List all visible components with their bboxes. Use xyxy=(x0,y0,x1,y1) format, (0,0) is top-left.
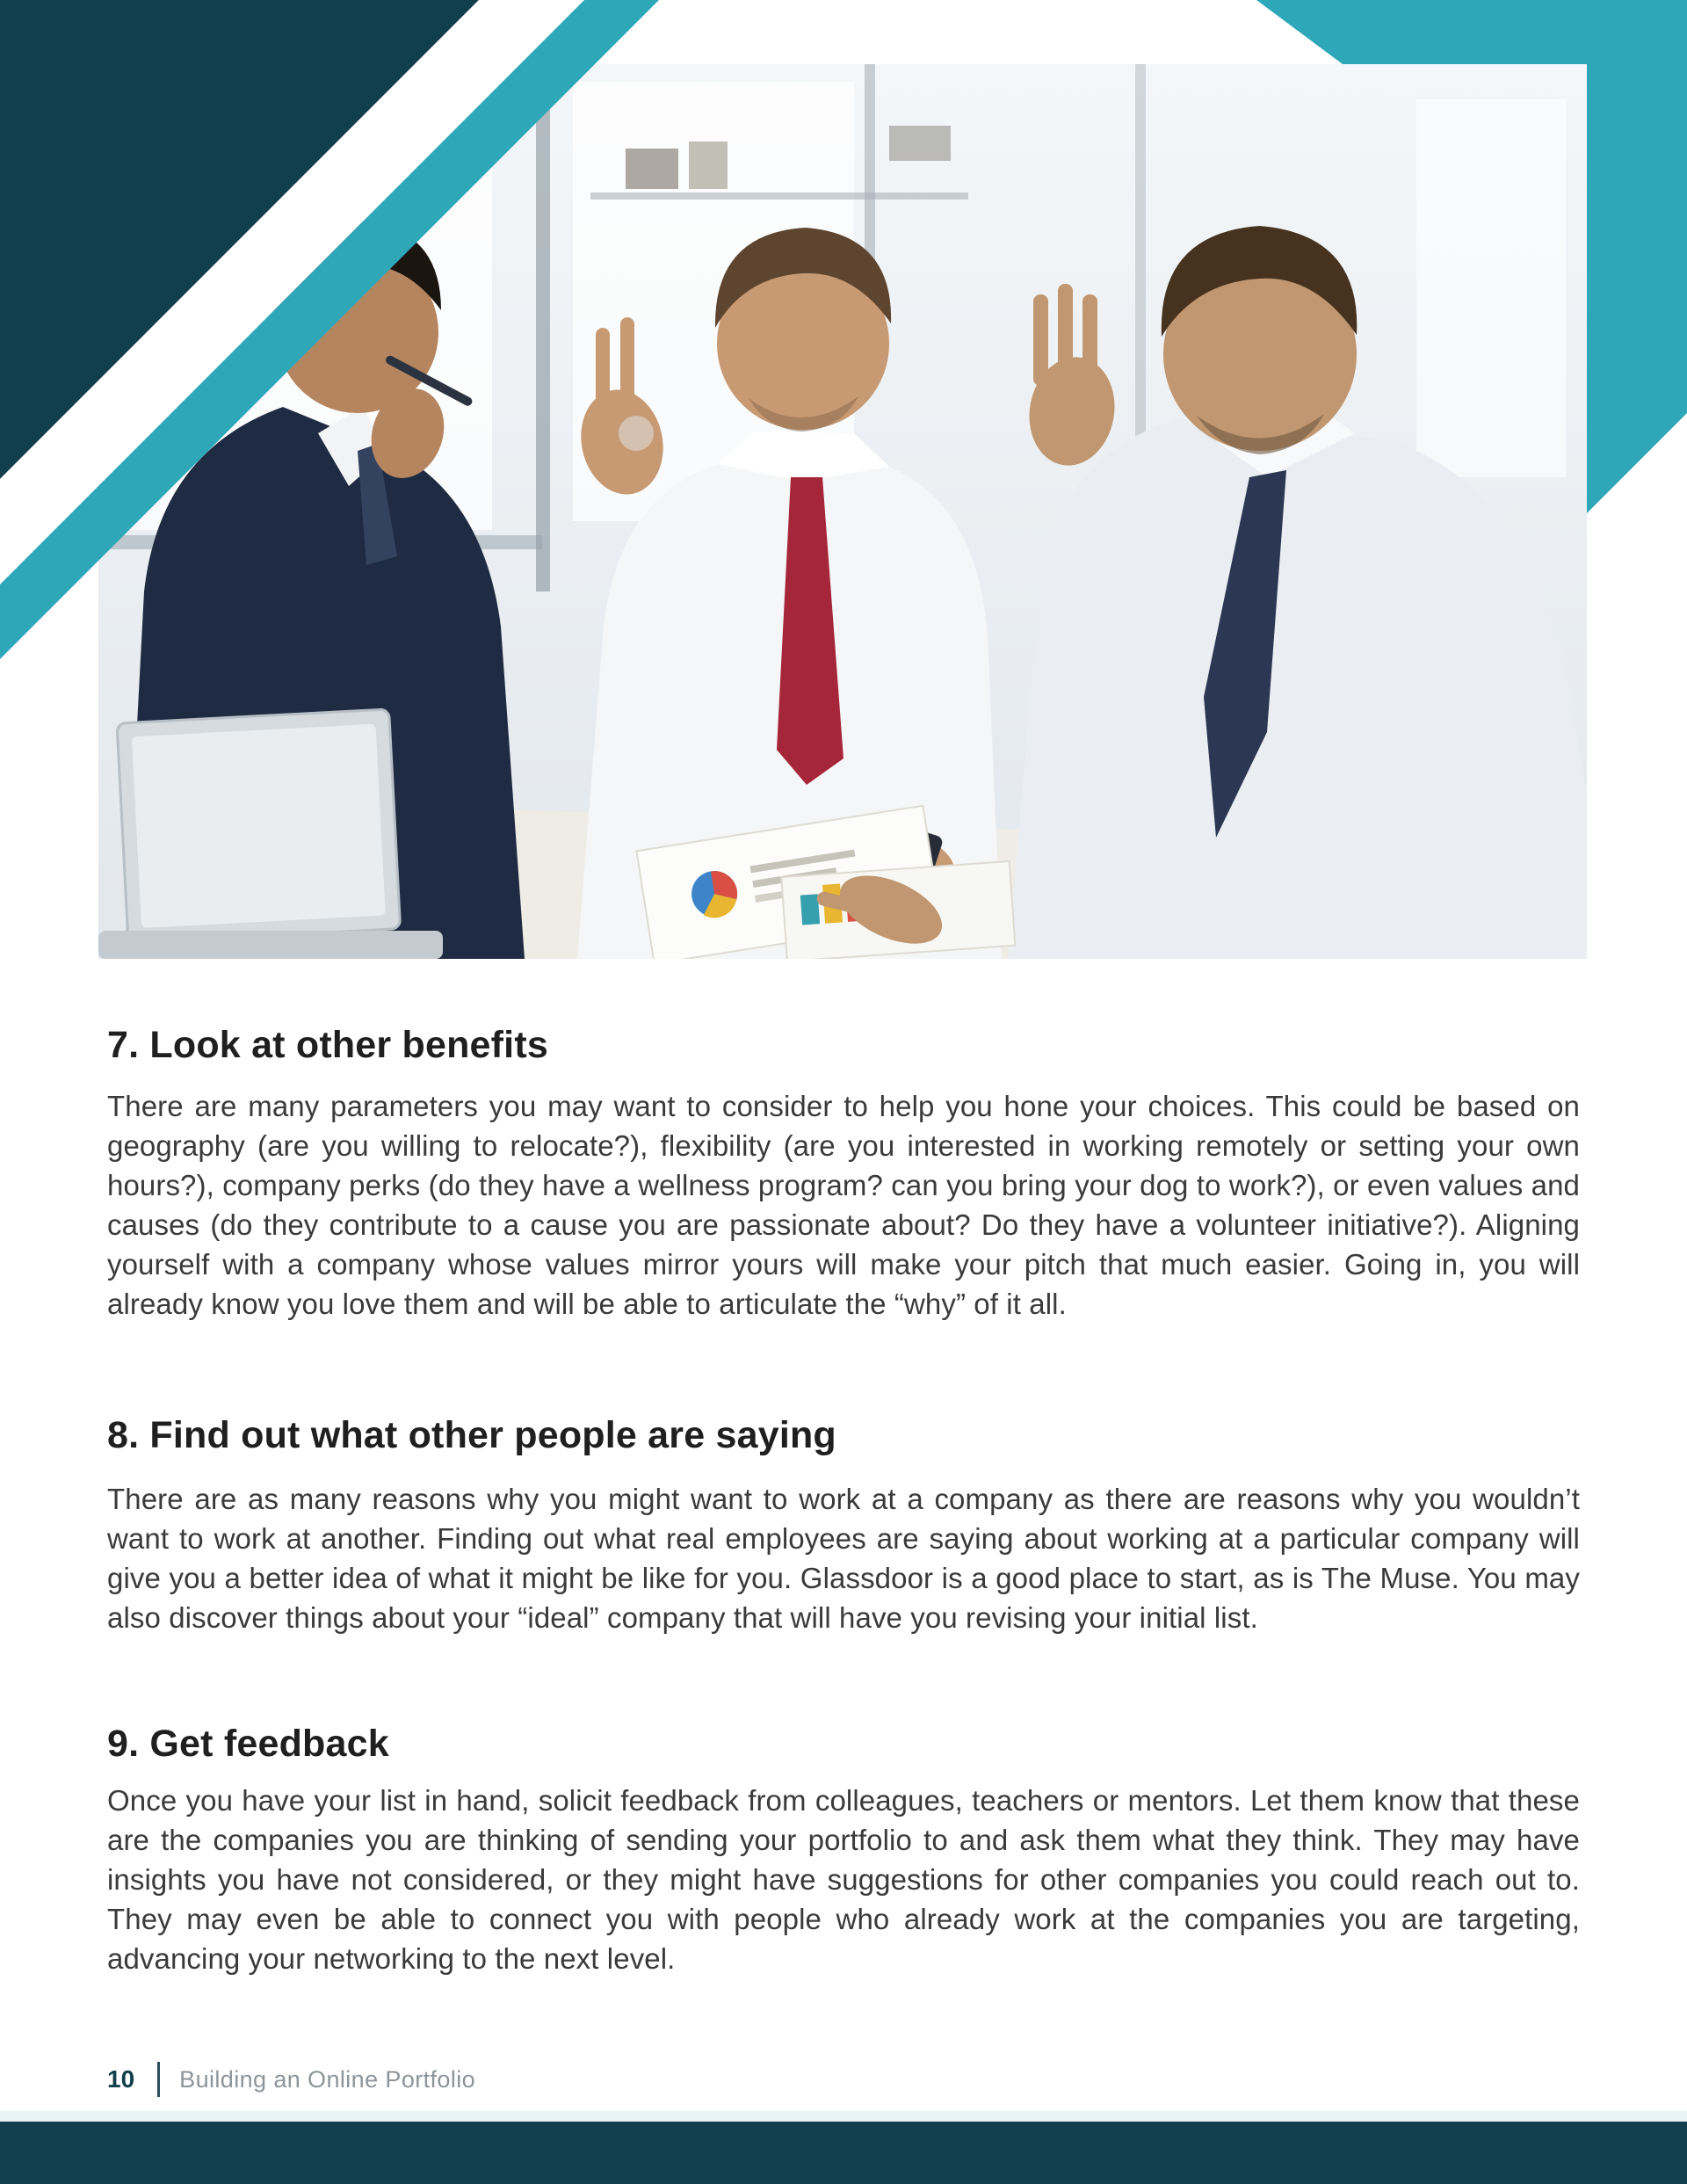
section-body-7: There are many parameters you may want to consider to help you hone your choices. This could be based on geography (are you willing to relocate?), flexibility (are you interested in working remotely or setting your own hours?), company perks (do they have a wellness program? can you bring your dog to work?), or even values and causes (do they contribute to a cause you are passionate about? Do they have a volunteer initiative?). Aligning yourself with a company whose values mirror yours will make your pitch that much easier. Going in, you will already know you love them and will be able to articulate the “why” of it all. xyxy=(107,1090,1580,1320)
footer-separator xyxy=(157,2062,160,2097)
section-heading-7: 7. Look at other benefits xyxy=(107,1024,548,1066)
section-body-8: There are as many reasons why you might want to work at a company as there are reasons why you wouldn’t want to work at another. Finding out what real employees are saying about working at a particular company will give you a better idea of what it might be like for you. Glassdoor is a good place to start, as is The Muse. You may also discover things about your “ideal” company that will have you revising your initial list. xyxy=(107,1483,1580,1634)
section-heading-9: 9. Get feedback xyxy=(107,1723,389,1765)
section-body-9: Once you have your list in hand, solicit feedback from colleagues, teachers or mentors. Let them know that these are the companies you are thinking of sending your portfolio to and ask them what they think. They may have insights you have not considered, or they might have suggestions for other companies you could reach out to. They may even be able to connect you with people who already work at the companies you are targeting, advancing your networking to the next level. xyxy=(107,1784,1580,1975)
section-heading-8: 8. Find out what other people are saying xyxy=(107,1414,836,1456)
bottom-light-strip xyxy=(0,2111,1687,2122)
page-number: 10 xyxy=(107,2065,135,2093)
bottom-dark-bar xyxy=(0,2122,1687,2184)
document-title: Building an Online Portfolio xyxy=(179,2065,476,2093)
page-footer xyxy=(107,2062,475,2097)
